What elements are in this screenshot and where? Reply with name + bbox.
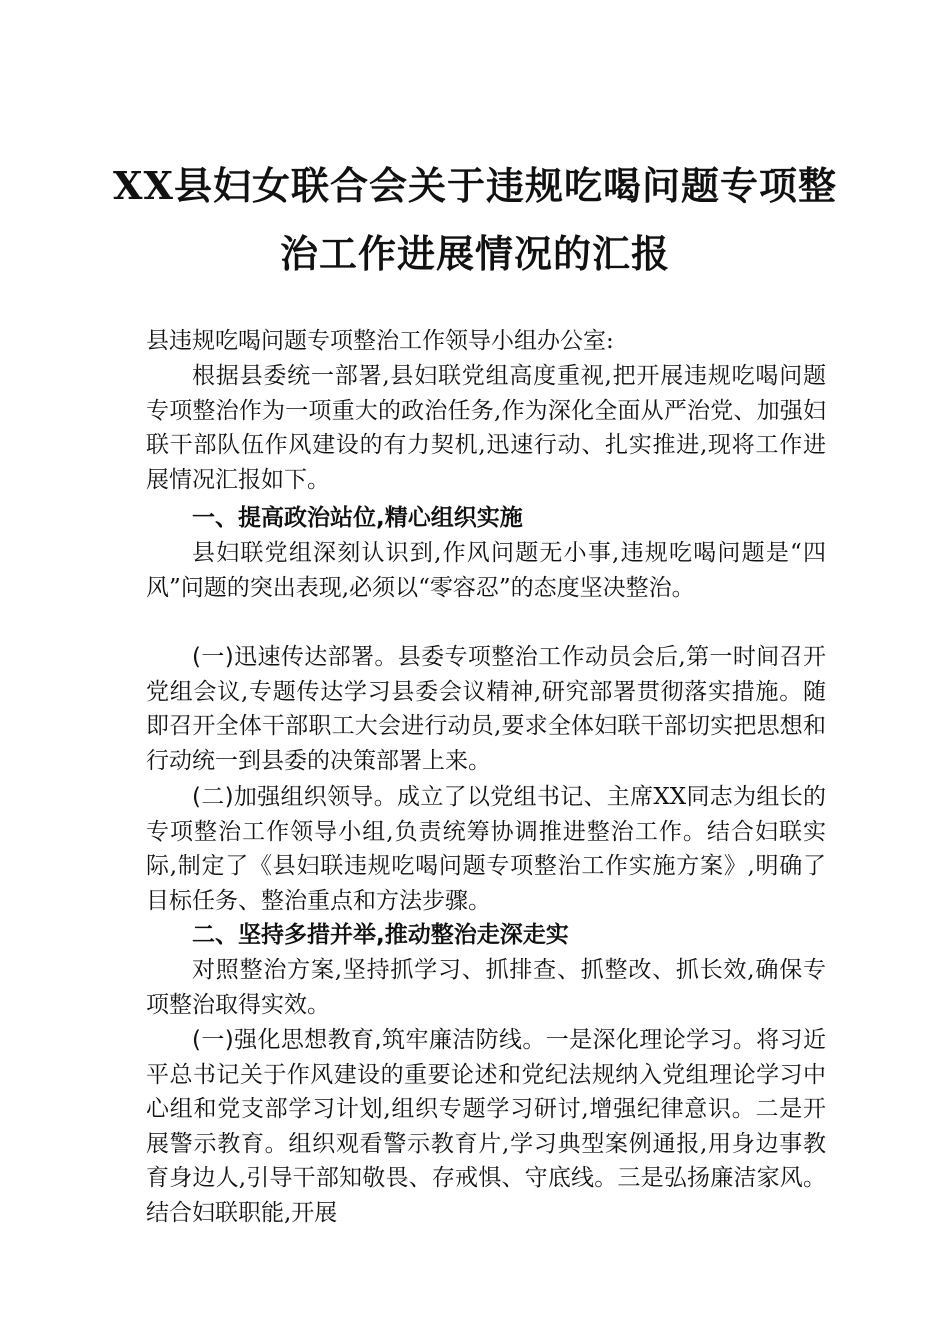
section-2-item-1-lead: (一)强化思想教育,筑牢廉洁防线。 [192, 1027, 546, 1053]
section-1-paragraph: 县妇联党组深刻认识到,作风问题无小事,违规吃喝问题是“四风”问题的突出表现,必须以“零容忍”的态度坚决整治。 [146, 540, 826, 601]
document-title-line-1: XX县妇女联合会关于违规吃喝问题专项整 [113, 163, 837, 208]
section-2-heading: 二、坚持多措并举,推动整治走深走实 [192, 922, 569, 948]
section-2-paragraph: 对照整治方案,坚持抓学习、抓排查、抓整改、抓长效,确保专项整治取得实效。 [146, 957, 826, 1018]
section-2-item-1 [146, 1023, 826, 1230]
section-1-heading: 一、提高政治站位,精心组织实施 [192, 505, 523, 531]
salutation: 县违规吃喝问题专项整治工作领导小组办公室: [146, 328, 614, 354]
section-1-item-1-body: 县委专项整治工作动员会后,第一时间召开党组会议,专题传达学习县委会议精神,研究部署贯彻落实措施。随即召开全体干部职工大会进行动员,要求全体妇联干部切实把思想和行动统一到县委的决策部署上来。 [146, 644, 826, 774]
section-1-item-2-body: 成立了以党组书记、主席XX同志为组长的专项整治工作领导小组,负责统筹协调推进整治工作。结合妇联实际,制定了《县妇联违规吃喝问题专项整治工作实施方案》,明确了目标任务、整治重点和方法步骤。 [146, 784, 827, 914]
section-1-item-2-lead: (二)加强组织领导。 [192, 784, 398, 810]
section-2-item-1-body: 一是深化理论学习。将习近平总书记关于作风建设的重要论述和党纪法规纳入党组理论学习中心组和党支部学习计划,组织专题学习研讨,增强纪律意识。二是开展警示教育。组织观看警示教育片,学习典型案例通报,用身边事教育身边人,引导干部知敬畏、存戒惧、守底线。三是弘扬廉洁家风。结合妇联职能,开展 [146, 1027, 826, 1226]
document-title-line-2: 治工作进展情况的汇报 [279, 231, 670, 276]
section-1-item-2 [146, 780, 826, 918]
section-1-item-1 [146, 640, 826, 778]
intro-paragraph: 根据县委统一部署,县妇联党组高度重视,把开展违规吃喝问题专项整治作为一项重大的政治任务,作为深化全面从严治党、加强妇联干部队伍作风建设的有力契机,迅速行动、扎实推进,现将工作进展情况汇报如下。 [146, 363, 826, 493]
section-1-item-1-lead: (一)迅速传达部署。 [192, 644, 398, 670]
